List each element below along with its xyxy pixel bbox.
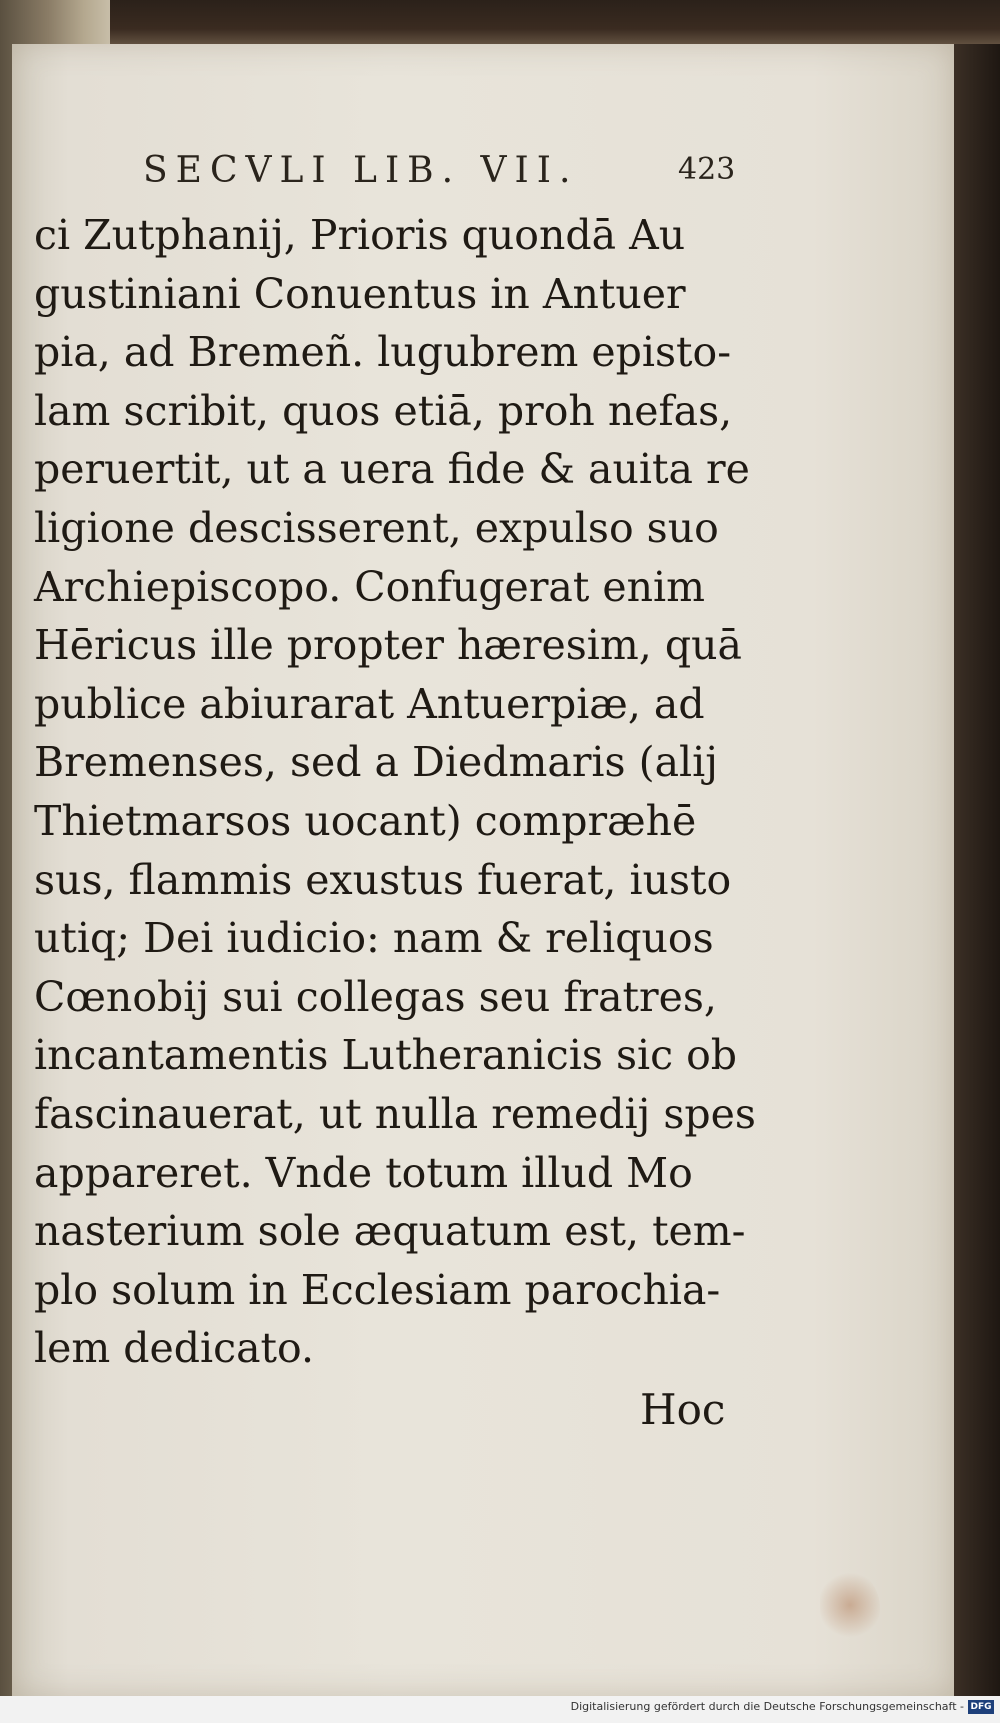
text-line: incantamentis Lutheranicis sic ob [34,1031,738,1080]
text-line: pia, ad Bremeñ. lugubrem episto- [34,328,732,377]
text-line: gustiniani Conuentus in Antuer [34,269,686,318]
text-line: nasterium sole æquatum est, tem- [34,1207,746,1256]
text-line: utiq; Dei iudicio: nam & reliquos [34,914,714,963]
text-line: lem dedicato. [34,1324,315,1373]
digitization-credit: Digitalisierung gefördert durch die Deutsche Forschungsgemeinschaft - [570,1700,964,1713]
text-line: fascinauerat, ut nulla remedij spes [34,1089,756,1138]
text-line: appareret. Vnde totum illud Mo [34,1148,693,1197]
binding-top-strip [110,0,1000,48]
text-line: plo solum in Ecclesiam parochia- [34,1265,721,1314]
page-right-edge [954,44,1000,1704]
catchword: Hoc [640,1385,726,1434]
text-line: Hēricus ille propter hæresim, quā [34,621,742,670]
text-line: peruertit, ut a uera fide & auita re [34,445,750,494]
text-line: Bremenses, sed a Diedmaris (alij [34,738,718,787]
text-line: publice abiurarat Antuerpiæ, ad [34,679,705,728]
running-title: SECVLI LIB. VII. [143,150,579,191]
text-line: Archiepiscopo. Confugerat enim [34,562,706,611]
text-line: ci Zutphanij, Prioris quondā Au [34,211,686,259]
text-line: lam scribit, quos etiā, proh nefas, [34,386,733,435]
dfg-logo: DFG [968,1700,994,1714]
body-text [34,206,756,1378]
text-line: Cœnobij sui collegas seu fratres, [34,972,717,1021]
text-line: sus, flammis exustus fuerat, iusto [34,855,732,904]
text-line: ligione descisserent, expulso suo [34,503,719,552]
text-line: Thietmarsos uocant) compræhē [34,796,697,845]
page-number: 423 [678,152,736,187]
